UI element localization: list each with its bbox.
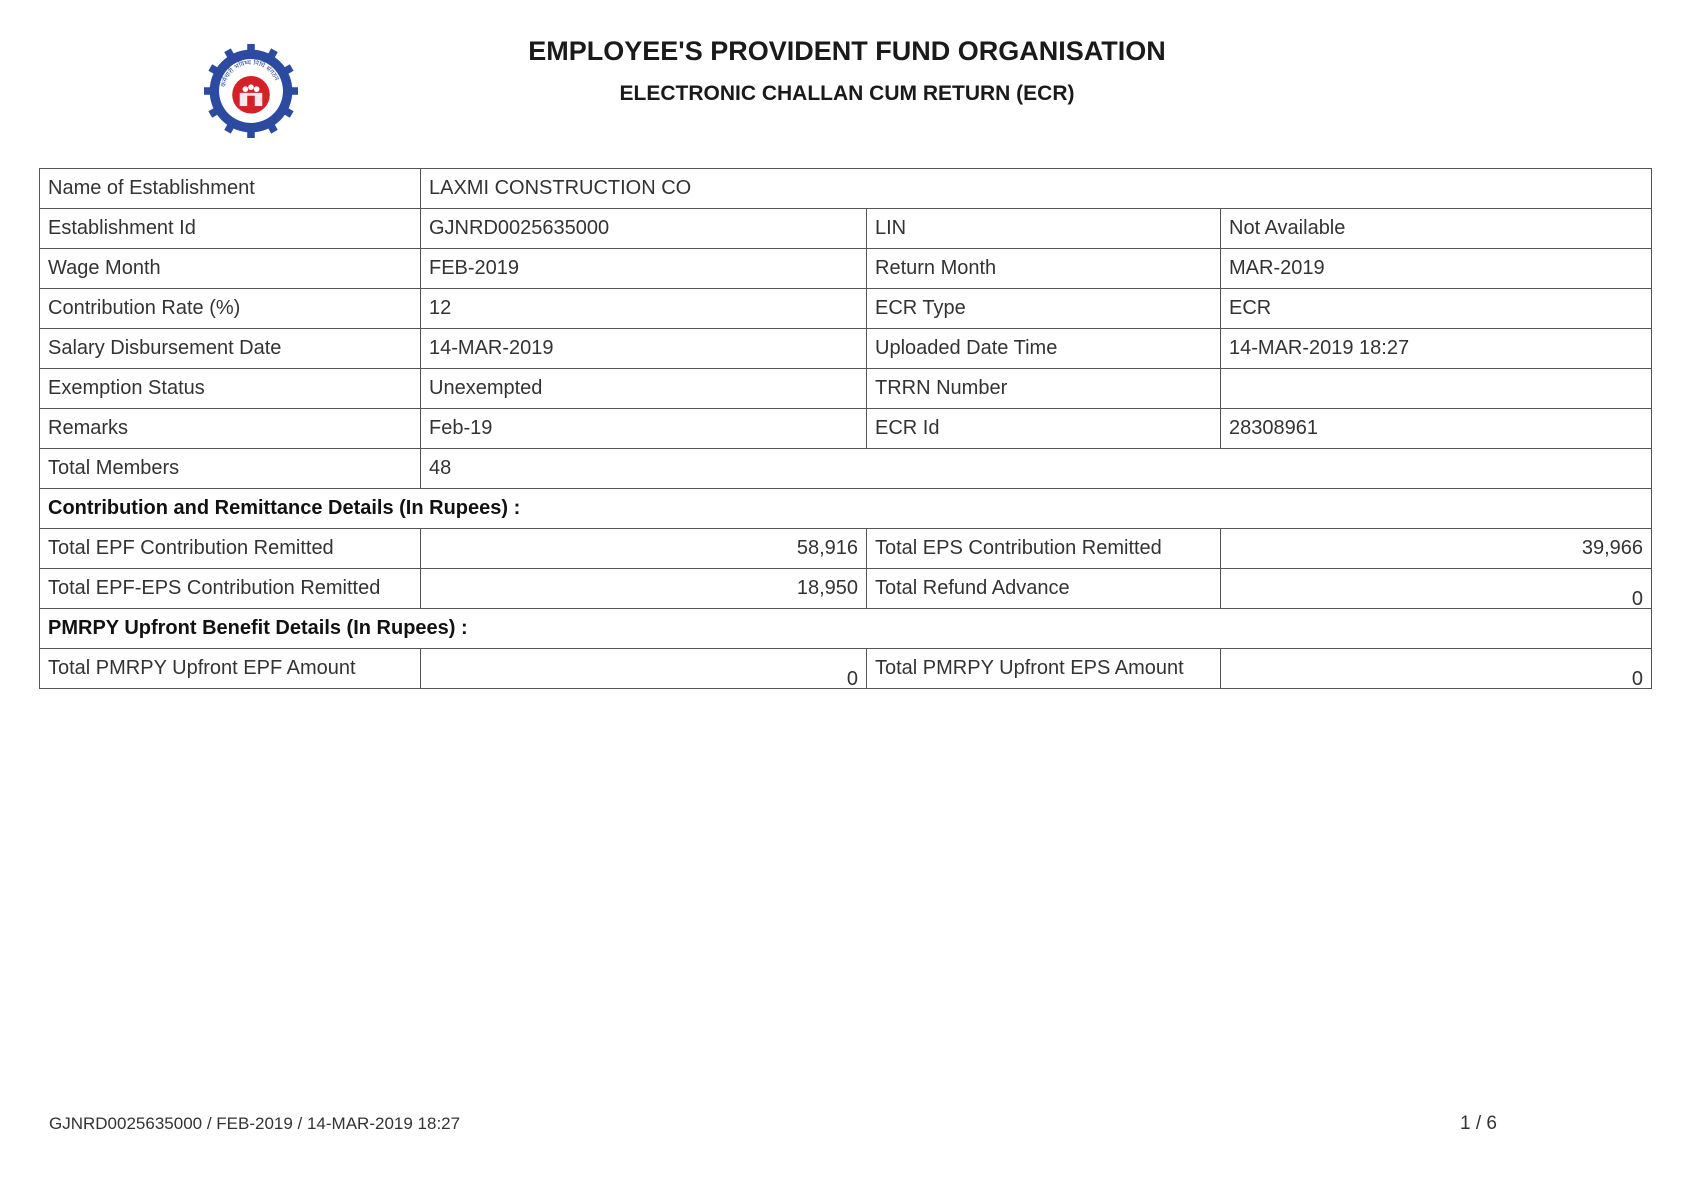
label-total-epf-eps-contribution: Total EPF-EPS Contribution Remitted xyxy=(40,569,421,609)
value-lin: Not Available xyxy=(1221,209,1652,249)
row-exemption-status xyxy=(40,369,1652,409)
value-pmrpy-epf-amount: 0 xyxy=(421,649,867,689)
row-name-of-establishment xyxy=(40,169,1652,209)
value-salary-disbursement-date: 14-MAR-2019 xyxy=(421,329,867,369)
row-contribution-heading xyxy=(40,489,1652,529)
value-wage-month: FEB-2019 xyxy=(421,249,867,289)
label-total-eps-contribution: Total EPS Contribution Remitted xyxy=(867,529,1221,569)
label-name-of-establishment: Name of Establishment xyxy=(40,169,421,209)
label-pmrpy-epf-amount: Total PMRPY Upfront EPF Amount xyxy=(40,649,421,689)
label-remarks: Remarks xyxy=(40,409,421,449)
row-epf-eps-refund xyxy=(40,569,1652,609)
label-lin: LIN xyxy=(867,209,1221,249)
value-trrn-number xyxy=(1221,369,1652,409)
label-wage-month: Wage Month xyxy=(40,249,421,289)
label-exemption-status: Exemption Status xyxy=(40,369,421,409)
page-number: 1 / 6 xyxy=(1460,1113,1497,1134)
value-name-of-establishment: LAXMI CONSTRUCTION CO xyxy=(421,169,1652,209)
value-total-eps-contribution: 39,966 xyxy=(1221,529,1652,569)
row-salary-disbursement-date xyxy=(40,329,1652,369)
value-establishment-id: GJNRD0025635000 xyxy=(421,209,867,249)
row-wage-month xyxy=(40,249,1652,289)
value-exemption-status: Unexempted xyxy=(421,369,867,409)
label-total-refund-advance: Total Refund Advance xyxy=(867,569,1221,609)
value-ecr-id: 28308961 xyxy=(1221,409,1652,449)
value-contribution-rate: 12 xyxy=(421,289,867,329)
row-epf-eps-contribution xyxy=(40,529,1652,569)
label-establishment-id: Establishment Id xyxy=(40,209,421,249)
value-uploaded-date-time: 14-MAR-2019 18:27 xyxy=(1221,329,1652,369)
value-return-month: MAR-2019 xyxy=(1221,249,1652,289)
value-total-members: 48 xyxy=(421,449,1652,489)
label-total-epf-contribution: Total EPF Contribution Remitted xyxy=(40,529,421,569)
label-trrn-number: TRRN Number xyxy=(867,369,1221,409)
label-ecr-id: ECR Id xyxy=(867,409,1221,449)
value-remarks: Feb-19 xyxy=(421,409,867,449)
label-ecr-type: ECR Type xyxy=(867,289,1221,329)
logo-arc-text: कर्मचारी भविष्य निधि संगठन xyxy=(218,58,281,88)
row-contribution-rate xyxy=(40,289,1652,329)
row-pmrpy-heading xyxy=(40,609,1652,649)
row-total-members xyxy=(40,449,1652,489)
value-ecr-type: ECR xyxy=(1221,289,1652,329)
label-total-members: Total Members xyxy=(40,449,421,489)
row-establishment-id xyxy=(40,209,1652,249)
logo-center-emblem xyxy=(232,76,270,114)
value-total-epf-eps-contribution: 18,950 xyxy=(421,569,867,609)
epfo-logo xyxy=(204,44,298,138)
label-return-month: Return Month xyxy=(867,249,1221,289)
value-total-epf-contribution: 58,916 xyxy=(421,529,867,569)
label-uploaded-date-time: Uploaded Date Time xyxy=(867,329,1221,369)
label-salary-disbursement-date: Salary Disbursement Date xyxy=(40,329,421,369)
title-text: EMPLOYEE'S PROVIDENT FUND ORGANISATION xyxy=(528,36,1166,66)
row-remarks xyxy=(40,409,1652,449)
row-pmrpy-amounts xyxy=(40,649,1652,689)
footer-reference: GJNRD0025635000 / FEB-2019 / 14-MAR-2019 18:27 xyxy=(49,1114,461,1133)
page-subtitle: ELECTRONIC CHALLAN CUM RETURN (ECR) xyxy=(619,82,1075,105)
value-pmrpy-eps-amount: 0 xyxy=(1221,649,1652,689)
label-contribution-rate: Contribution Rate (%) xyxy=(40,289,421,329)
section-heading-contribution: Contribution and Remittance Details (In Rupees) : xyxy=(40,489,1652,529)
label-pmrpy-eps-amount: Total PMRPY Upfront EPS Amount xyxy=(867,649,1221,689)
ecr-details-table xyxy=(39,168,1652,689)
value-total-refund-advance: 0 xyxy=(1221,569,1652,609)
section-heading-pmrpy: PMRPY Upfront Benefit Details (In Rupees) : xyxy=(40,609,1652,649)
